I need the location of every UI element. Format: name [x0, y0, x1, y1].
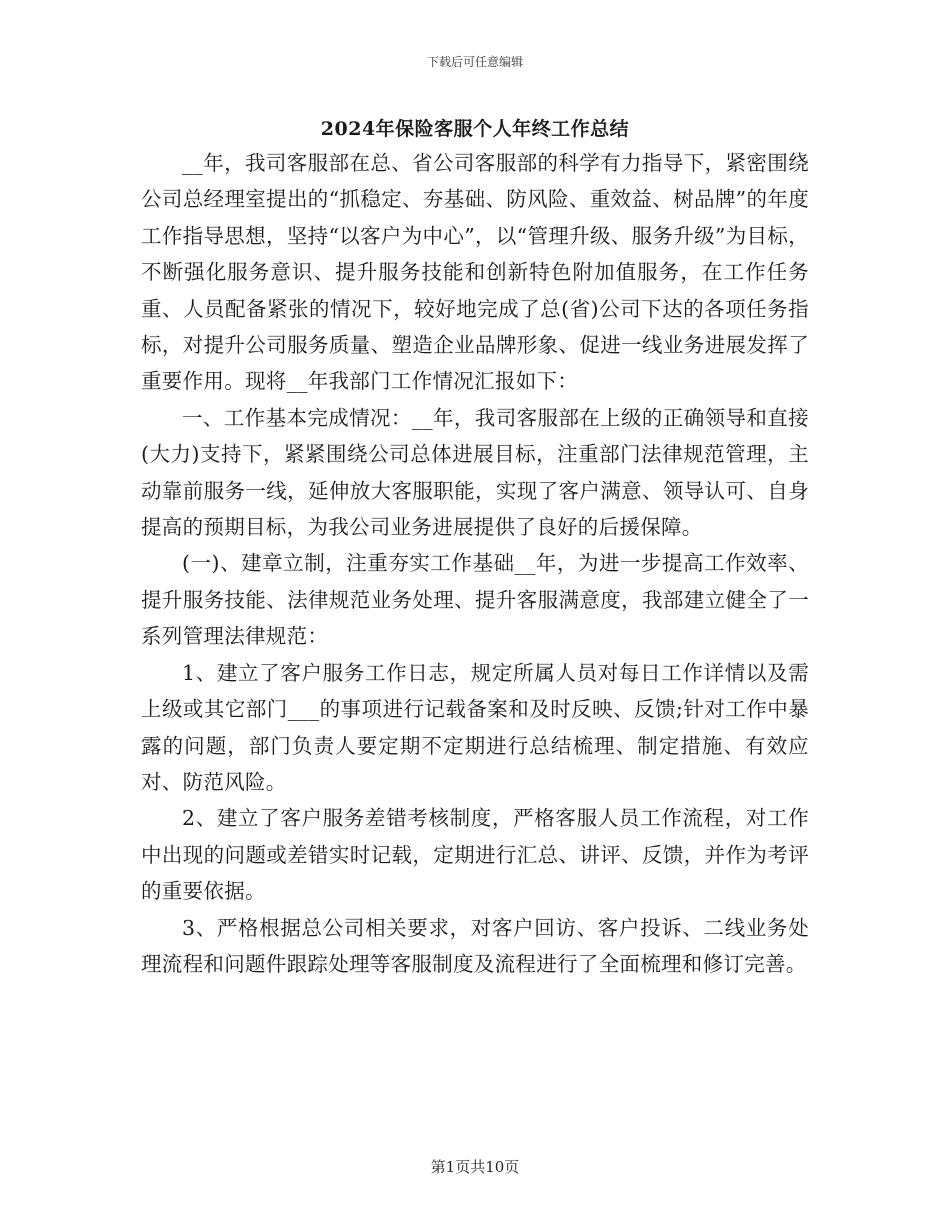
- page-number: 第1页共10页: [430, 1158, 520, 1176]
- header-note: 下载后可任意编辑: [426, 55, 523, 69]
- paragraph-section-1: 一、工作基本完成情况：__年，我司客服部在上级的正确领导和直接(大力)支持下，紧紧围绕公司总体进展目标，注重部门法律规范管理，主动靠前服务一线，延伸放大客服职能，实现了客户满意、领导认可、自身提高的预期目标，为我公司业务进展提供了良好的后援保障。: [141, 405, 809, 540]
- paragraph-item-2: 2、建立了客户服务差错考核制度，严格客服人员工作流程，对工作中出现的问题或差错实时记载，定期进行汇总、讲评、反馈，并作为考评的重要依据。: [141, 806, 809, 904]
- document-title: 2024年保险客服个人年终工作总结: [320, 118, 630, 140]
- paragraph-item-3: 3、严格根据总公司相关要求，对客户回访、客户投诉、二线业务处理流程和问题件跟踪处理等客服制度及流程进行了全面梳理和修订完善。: [141, 915, 809, 976]
- paragraph-intro: __年，我司客服部在总、省公司客服部的科学有力指导下，紧密围绕公司总经理室提出的“抓稳定、夯基础、防风险、重效益、树品牌”的年度工作指导思想，坚持“以客户为中心”，以“管理升级、服务升级”为目标，不断强化服务意识、提升服务技能和创新特色附加值服务，在工作任务重、人员配备紧张的情况下，较好地完成了总(省)公司下达的各项任务指标，对提升公司服务质量、塑造企业品牌形象、促进一线业务进展发挥了重要作用。现将__年我部门工作情况汇报如下：: [141, 151, 809, 394]
- document-body: [141, 145, 809, 982]
- paragraph-item-1: 1、建立了客户服务工作日志，规定所属人员对每日工作详情以及需上级或其它部门___的事项进行记载备案和及时反映、反馈;针对工作中暴露的问题，部门负责人要定期不定期进行总结梳理、制定措施、有效应对、防范风险。: [141, 660, 809, 794]
- paragraph-subsection-1: (一)、建章立制，注重夯实工作基础__年，为进一步提高工作效率、提升服务技能、法律规范业务处理、提升客服满意度，我部建立健全了一系列管理法律规范：: [141, 551, 809, 649]
